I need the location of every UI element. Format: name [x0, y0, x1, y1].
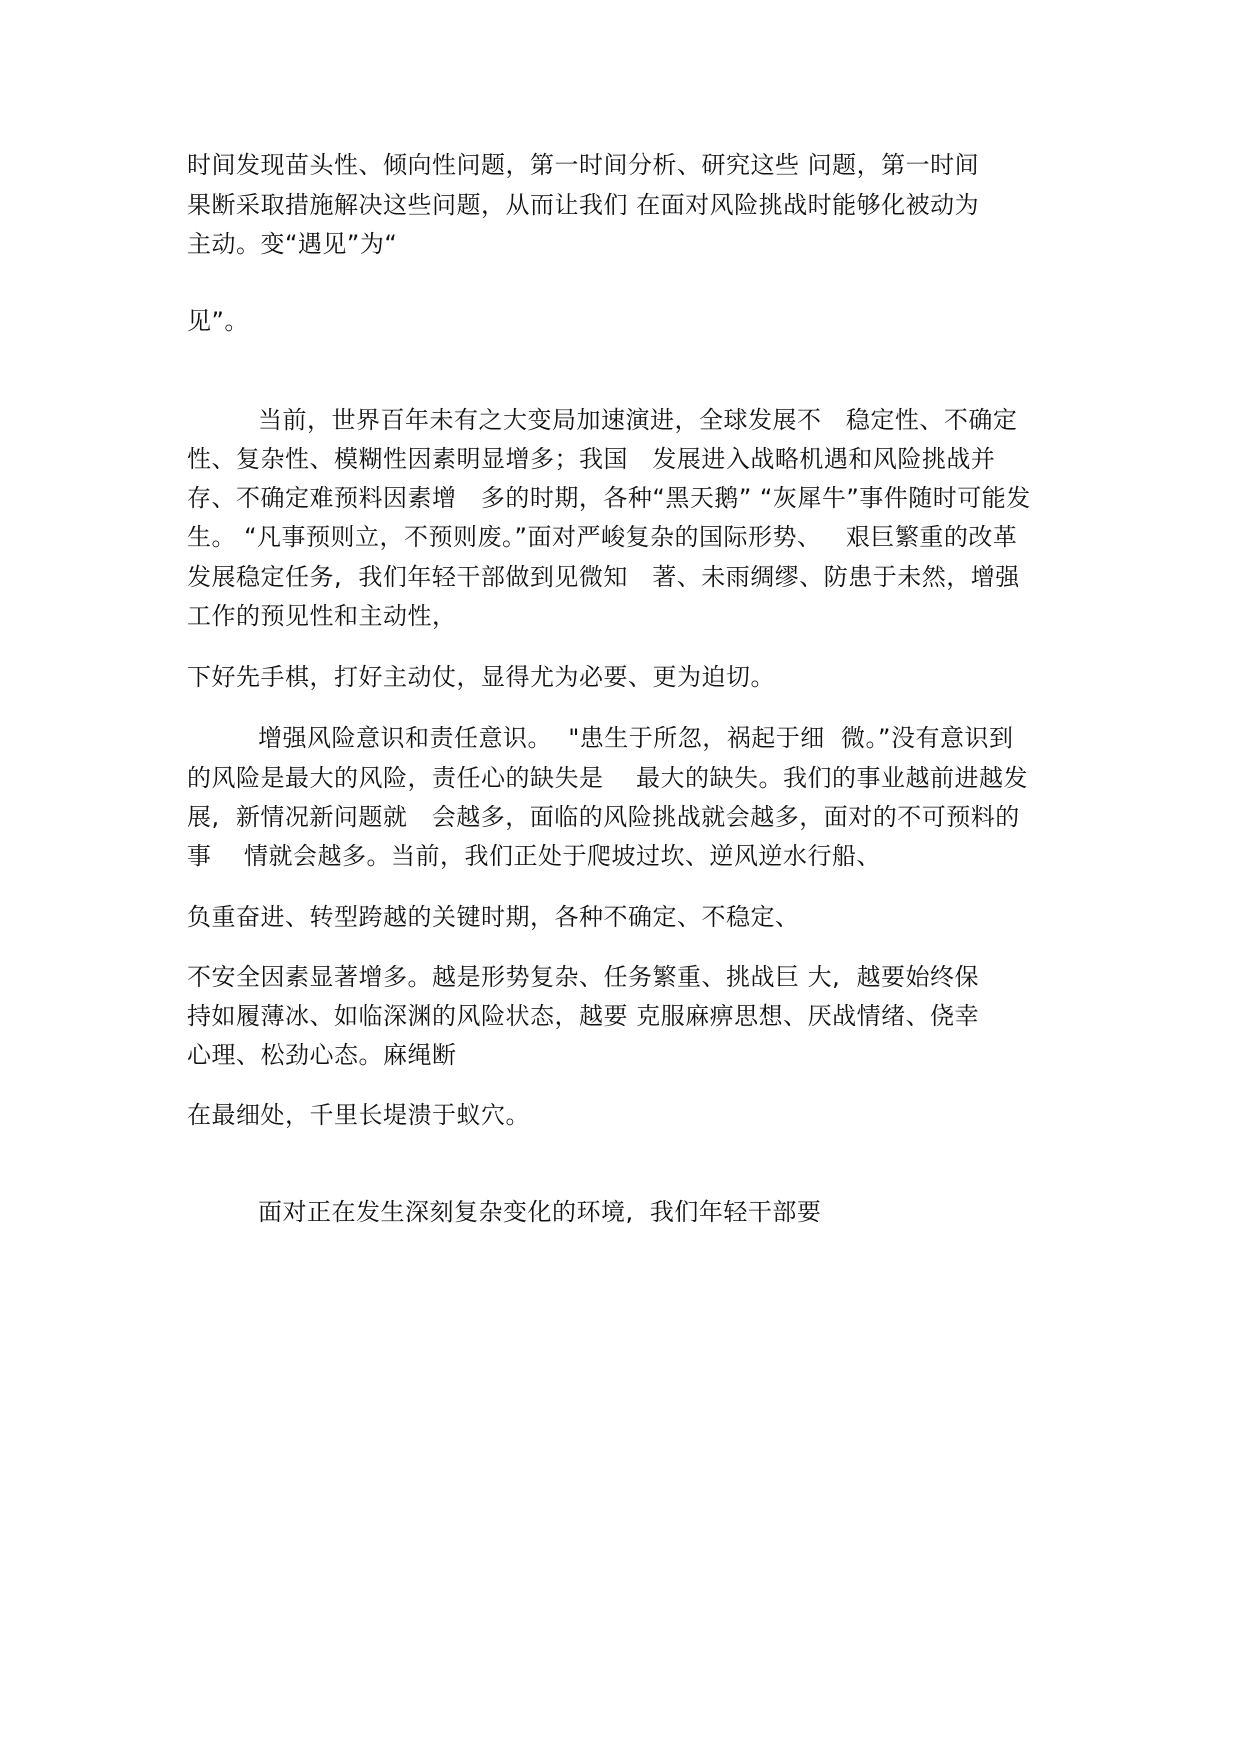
text-line-12: 增强风险意识和责任意识。 "患生于所忽，祸起于细 微。”没有意识到: [258, 724, 1014, 752]
text-line-1: 时间发现苗头性、倾向性问题，第一时间分析、研究这些 问题，第一时间: [187, 151, 980, 179]
text-line-8: 生。 “凡事预则立，不预则废。”面对严峻复杂的国际形势、 艰巨繁重的改革: [187, 523, 1018, 551]
text-line-10: 工作的预见性和主动性，: [187, 602, 457, 630]
text-line-16: 负重奋进、转型跨越的关键时期，各种不确定、不稳定、: [187, 903, 800, 931]
text-line-13: 的风险是最大的风险，责任心的缺失是 最大的缺失。我们的事业越前进越发: [187, 764, 1029, 792]
text-line-9: 发展稳定任务, 我们年轻干部做到见微知 著、未雨绸缪、防患于未然，增强: [187, 563, 1020, 591]
text-line-7: 存、不确定难预料因素增 多的时期，各种“黑天鹅” “灰犀牛”事件随时可能发: [187, 484, 1031, 512]
text-line-6: 性、复杂性、模糊性因素明显增多；我国 发展进入战略机遇和风险挑战并: [187, 445, 996, 473]
text-line-3: 主动。变“遇见”为“: [187, 230, 398, 258]
text-line-2: 果断采取措施解决这些问题，从而让我们 在面对风险挑战时能够化被动为: [187, 191, 980, 219]
text-line-15: 事 情就会越多。当前，我们正处于爬坡过坎、逆风逆水行船、: [187, 842, 882, 870]
text-line-14: 展, 新情况新问题就 会越多，面临的风险挑战就会越多，面对的不可预料的: [187, 803, 1020, 831]
text-line-21: 面对正在发生深刻复杂变化的环境, 我们年轻干部要: [258, 1198, 822, 1226]
text-line-18: 持如履薄冰、如临深渊的风险状态，越要 克服麻痹思想、厌战情绪、侥幸: [187, 1002, 980, 1030]
text-line-17: 不安全因素显著增多。越是形势复杂、任务繁重、挑战巨 大, 越要始终保: [187, 963, 980, 991]
text-line-20: 在最细处，千里长堤溃于蚁穴。: [187, 1101, 530, 1129]
text-line-5: 当前，世界百年未有之大变局加速演进，全球发展不 稳定性、不确定: [258, 406, 1018, 434]
text-line-11: 下好先手棋，打好主动仗，显得尤为必要、更为迫切。: [187, 663, 775, 691]
text-line-4: 见”。: [187, 307, 249, 335]
text-line-19: 心理、松劲心态。麻绳断: [187, 1041, 457, 1069]
